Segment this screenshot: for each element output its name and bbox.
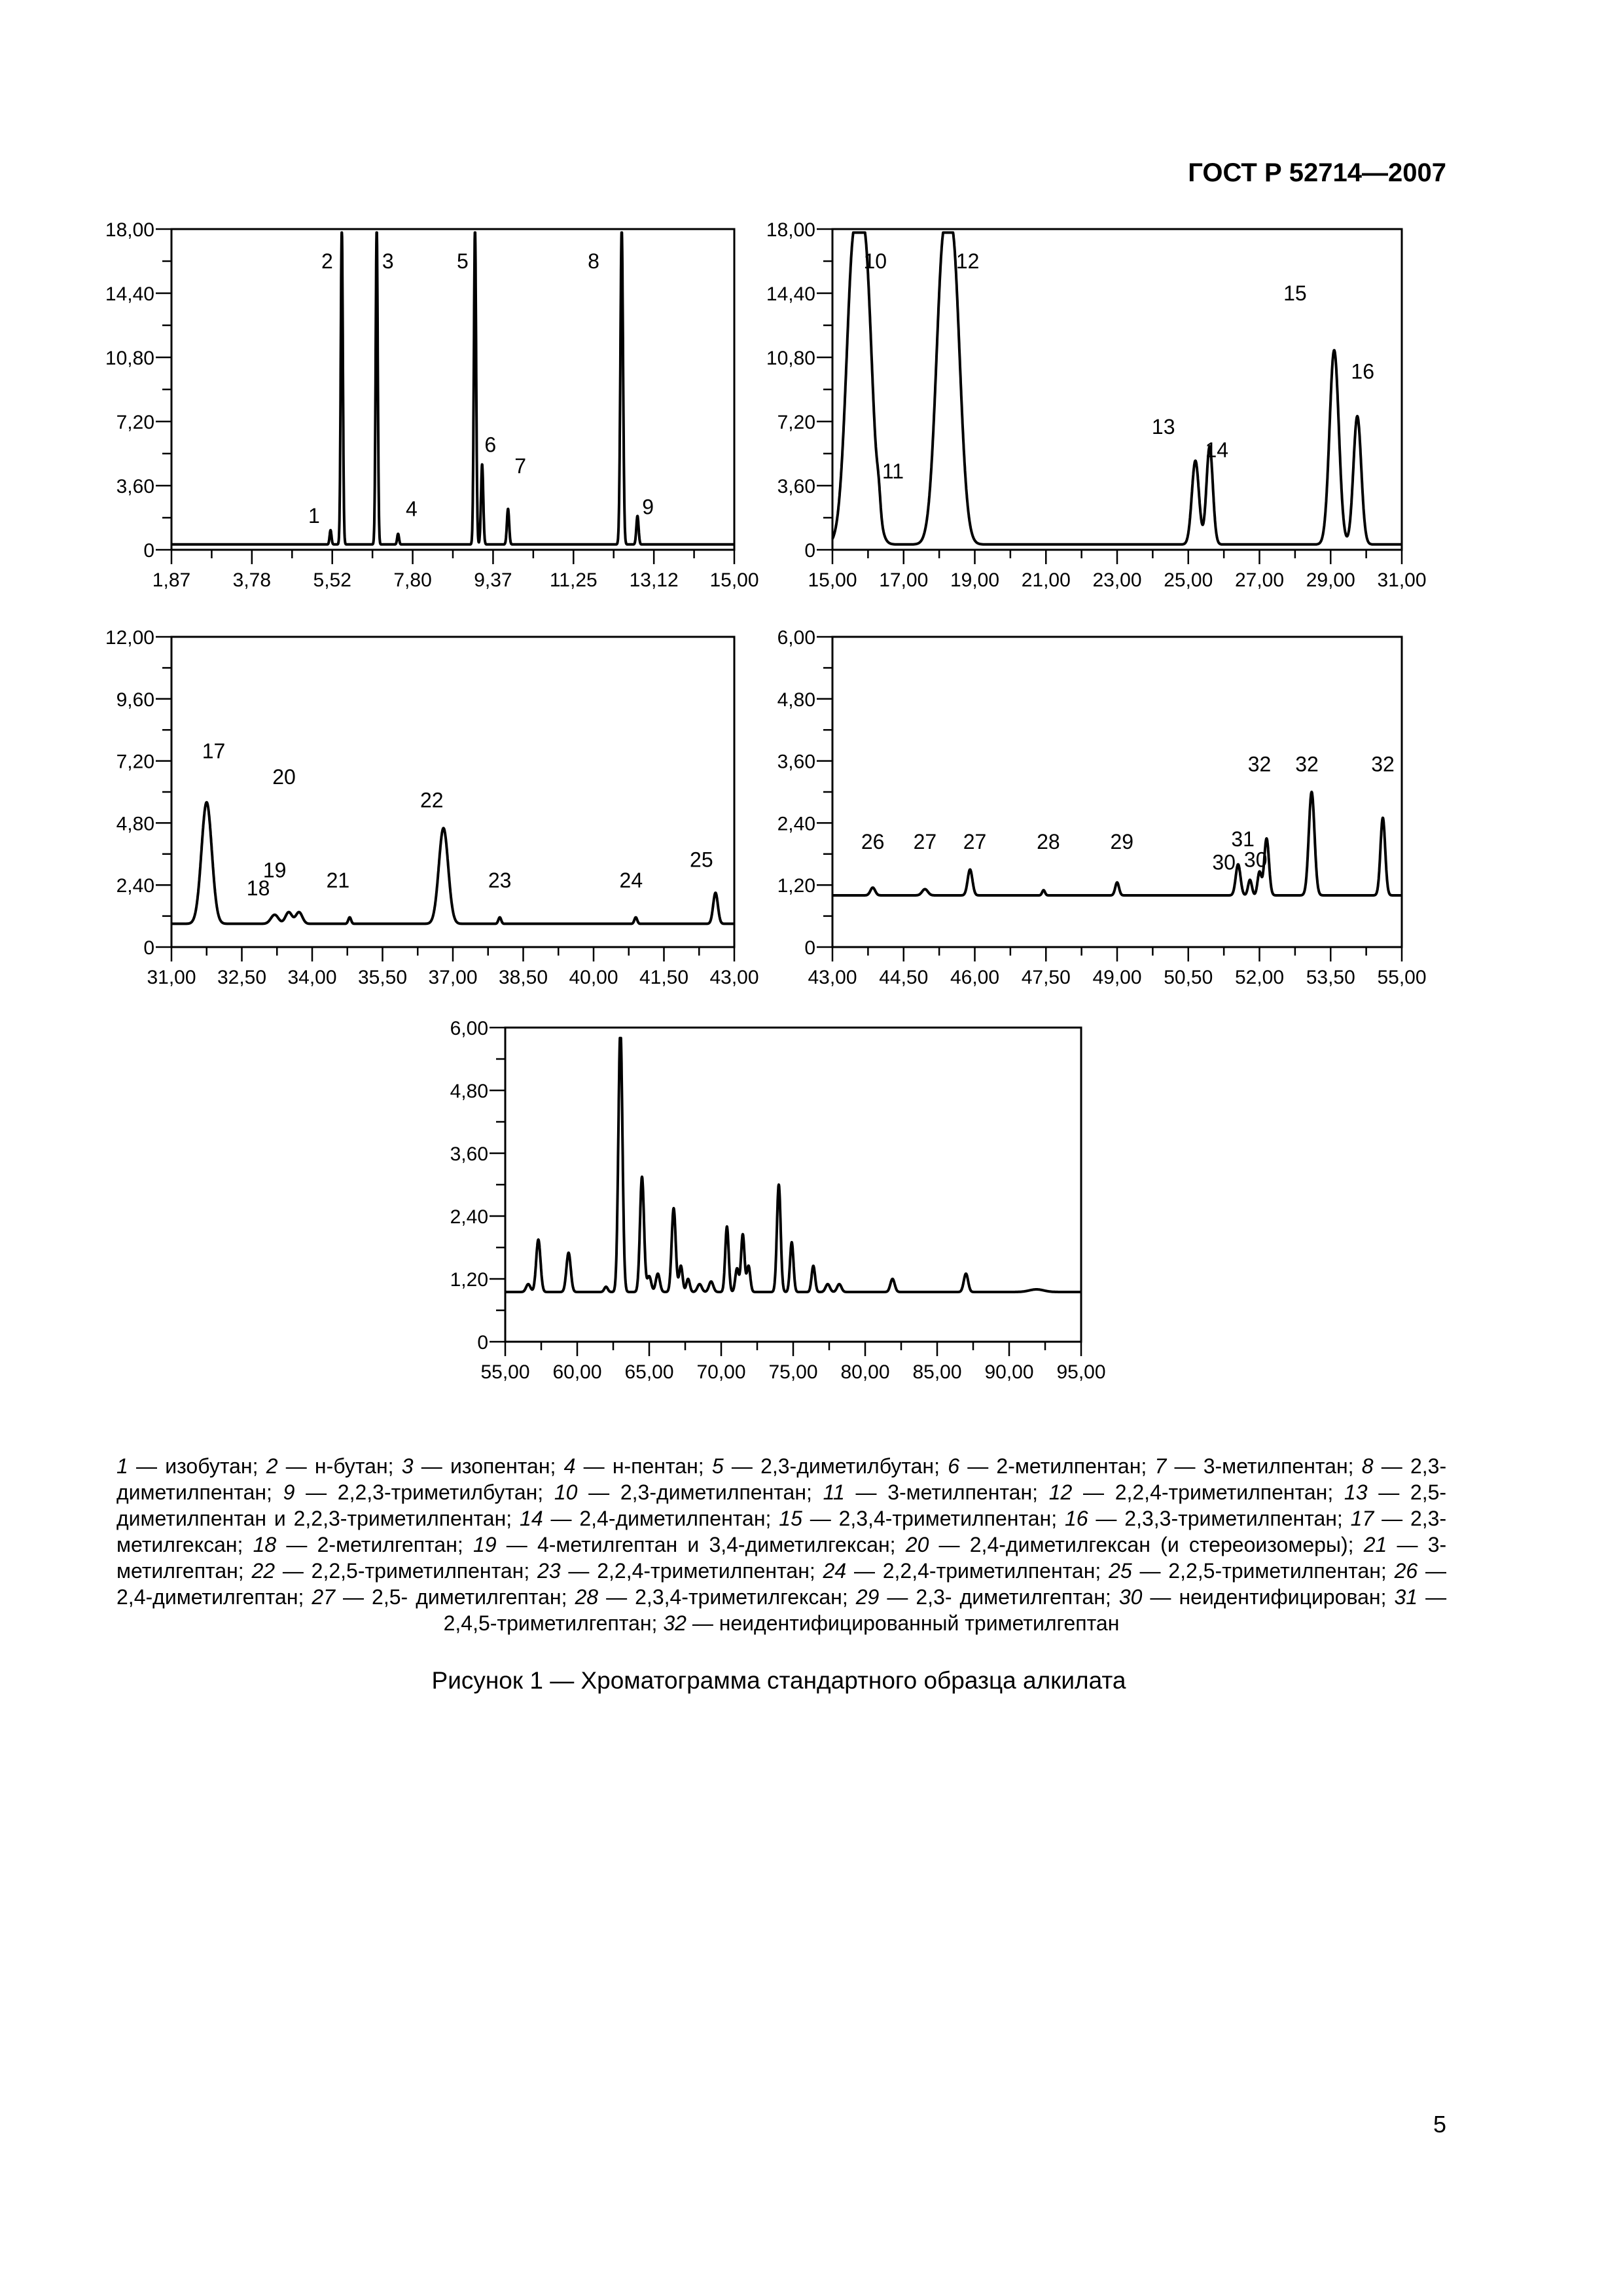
legend-name: 3-метилгептан bbox=[116, 1533, 1447, 1583]
y-tick-label: 4,80 bbox=[450, 1081, 488, 1102]
legend-number: 10 bbox=[554, 1480, 578, 1504]
peak-label: 1 bbox=[308, 504, 320, 528]
legend-number: 9 bbox=[283, 1480, 295, 1504]
peak-label: 32 bbox=[1295, 752, 1319, 776]
x-tick-label: 55,00 bbox=[1377, 967, 1427, 988]
legend-name: 2,3,4-триметилпентан bbox=[838, 1507, 1052, 1530]
legend-item-13: 13 — 2,5-диметилпентан и 2,2,3-триметилпентан bbox=[116, 1480, 1447, 1530]
x-tick-label: 38,50 bbox=[498, 967, 548, 988]
legend-number: 20 bbox=[905, 1533, 929, 1556]
peak-label: 21 bbox=[326, 869, 350, 893]
legend-number: 17 bbox=[1350, 1507, 1374, 1530]
y-tick-label: 9,60 bbox=[116, 689, 154, 711]
peak-label: 10 bbox=[863, 249, 887, 273]
x-tick-label: 43,00 bbox=[808, 967, 857, 988]
legend-name: 2,3-диметилпентан bbox=[116, 1454, 1447, 1504]
x-tick-label: 9,37 bbox=[474, 569, 512, 591]
x-tick-label: 25,00 bbox=[1164, 569, 1213, 591]
legend-item-30: 30 — неидентифицирован bbox=[1118, 1585, 1381, 1609]
y-tick-label: 18,00 bbox=[766, 219, 815, 241]
chromatogram-trace bbox=[505, 1038, 1081, 1292]
x-tick-label: 65,00 bbox=[624, 1361, 674, 1383]
peak-label: 22 bbox=[419, 788, 444, 812]
legend-number: 26 bbox=[1394, 1559, 1418, 1583]
x-tick-label: 75,00 bbox=[768, 1361, 818, 1383]
y-tick-label: 0 bbox=[143, 540, 154, 562]
legend-name: н-бутан bbox=[314, 1454, 388, 1478]
chromatogram-panel-2 bbox=[747, 219, 1446, 602]
x-tick-label: 85,00 bbox=[912, 1361, 962, 1383]
x-tick-label: 43,00 bbox=[709, 967, 759, 988]
document-header: ГОСТ Р 52714—2007 bbox=[1188, 158, 1446, 187]
legend-name: 2,2,5-триметилпентан bbox=[1168, 1559, 1381, 1583]
x-tick-label: 21,00 bbox=[1021, 569, 1071, 591]
plot-frame bbox=[832, 637, 1402, 947]
x-tick-label: 60,00 bbox=[552, 1361, 602, 1383]
legend-number: 22 bbox=[251, 1559, 276, 1583]
x-tick-label: 15,00 bbox=[808, 569, 857, 591]
x-tick-label: 80,00 bbox=[840, 1361, 890, 1383]
chromatogram-panel-1 bbox=[86, 219, 759, 602]
legend-number: 30 bbox=[1118, 1585, 1143, 1609]
peak-label: 30 bbox=[1212, 850, 1236, 874]
legend-item-7: 7 — 3-метилпентан bbox=[1154, 1454, 1348, 1478]
y-tick-label: 3,60 bbox=[450, 1143, 488, 1165]
legend-number: 3 bbox=[401, 1454, 414, 1478]
y-tick-label: 1,20 bbox=[450, 1269, 488, 1291]
legend-name: 2,2,4-триметилпентан bbox=[597, 1559, 810, 1583]
x-tick-label: 50,50 bbox=[1164, 967, 1213, 988]
legend-name: 2,4-диметилгептан bbox=[116, 1585, 298, 1609]
legend-name: 3-метилпентан bbox=[1203, 1454, 1348, 1478]
legend-name: 2,5-диметилпентан и 2,2,3-триметилпентан bbox=[116, 1480, 1447, 1530]
legend-item-16: 16 — 2,3,3-триметилпентан bbox=[1064, 1507, 1337, 1530]
y-tick-label: 2,40 bbox=[777, 813, 815, 835]
x-tick-label: 37,00 bbox=[428, 967, 478, 988]
legend-name: 2,3-диметилбутан bbox=[760, 1454, 935, 1478]
peak-label: 30 bbox=[1243, 848, 1268, 872]
chromatogram-trace bbox=[171, 802, 734, 924]
legend-number: 4 bbox=[563, 1454, 576, 1478]
peak-label: 24 bbox=[619, 869, 643, 893]
x-tick-label: 32,50 bbox=[217, 967, 267, 988]
x-tick-label: 5,52 bbox=[313, 569, 351, 591]
legend-number: 7 bbox=[1154, 1454, 1167, 1478]
legend-name: 2,2,4-триметилпентан bbox=[1115, 1480, 1328, 1504]
legend-number: 6 bbox=[948, 1454, 959, 1478]
legend-item-11: 11 — 3-метилпентан bbox=[823, 1480, 1033, 1504]
legend-name: изопентан bbox=[450, 1454, 550, 1478]
legend-number: 23 bbox=[537, 1559, 561, 1583]
x-tick-label: 53,50 bbox=[1306, 967, 1355, 988]
legend-item-20: 20 — 2,4-диметилгексан (и стереоизомеры) bbox=[905, 1533, 1348, 1556]
peak-label: 19 bbox=[262, 858, 287, 882]
legend-item-17: 17 — 2,3-метилгексан bbox=[116, 1507, 1447, 1556]
legend-item-8: 8 — 2,3-диметилпентан bbox=[116, 1454, 1447, 1504]
peak-label: 4 bbox=[406, 497, 418, 521]
peak-label: 31 bbox=[1231, 827, 1255, 851]
peak-label: 17 bbox=[202, 739, 226, 763]
legend-number: 5 bbox=[711, 1454, 724, 1478]
x-tick-label: 46,00 bbox=[950, 967, 1000, 988]
legend-name: неидентифицирован bbox=[1179, 1585, 1381, 1609]
legend-number: 11 bbox=[823, 1480, 845, 1504]
x-tick-label: 49,00 bbox=[1092, 967, 1142, 988]
chromatogram-trace bbox=[832, 232, 1402, 544]
legend-item-32: 32 — неидентифицированный триметилгептан bbox=[663, 1611, 1120, 1635]
peak-label: 27 bbox=[963, 829, 987, 853]
peak-label: 3 bbox=[382, 249, 394, 273]
y-tick-label: 7,20 bbox=[116, 412, 154, 433]
legend-number: 12 bbox=[1048, 1480, 1073, 1504]
peak-label: 15 bbox=[1283, 281, 1307, 305]
legend-name: 2,3-диметилпентан bbox=[620, 1480, 807, 1504]
legend-item-23: 23 — 2,2,4-триметилпентан bbox=[537, 1559, 810, 1583]
y-tick-label: 7,20 bbox=[777, 412, 815, 433]
legend-name: 2,3- диметилгептан bbox=[916, 1585, 1105, 1609]
legend-number: 21 bbox=[1363, 1533, 1387, 1556]
legend-item-10: 10 — 2,3-диметилпентан bbox=[554, 1480, 807, 1504]
x-tick-label: 7,80 bbox=[393, 569, 432, 591]
legend-number: 27 bbox=[312, 1585, 335, 1609]
legend-number: 19 bbox=[473, 1533, 497, 1556]
legend-name: 4-метилгептан и 3,4-диметилгексан bbox=[537, 1533, 890, 1556]
x-tick-label: 47,50 bbox=[1021, 967, 1071, 988]
legend-item-31: 31 — 2,4,5-триметилгептан bbox=[443, 1585, 1447, 1635]
plot-frame bbox=[832, 229, 1402, 550]
peak-label: 28 bbox=[1037, 829, 1060, 853]
legend-number: 1 bbox=[116, 1454, 128, 1478]
x-tick-label: 19,00 bbox=[950, 569, 1000, 591]
x-tick-label: 23,00 bbox=[1092, 569, 1142, 591]
legend-item-21: 21 — 3-метилгептан bbox=[116, 1533, 1447, 1583]
x-tick-label: 3,78 bbox=[232, 569, 272, 591]
legend-item-9: 9 — 2,2,3-триметилбутан bbox=[283, 1480, 538, 1504]
y-tick-label: 0 bbox=[804, 937, 815, 959]
chromatogram-panel-5 bbox=[420, 1008, 1114, 1401]
figure-caption: Рисунок 1 — Хроматограмма стандартного образца алкилата bbox=[431, 1667, 1126, 1694]
x-tick-label: 34,00 bbox=[287, 967, 337, 988]
plot-frame bbox=[505, 1028, 1081, 1342]
x-tick-label: 29,00 bbox=[1306, 569, 1355, 591]
x-tick-label: 15,00 bbox=[709, 569, 759, 591]
peak-label: 5 bbox=[457, 249, 469, 273]
legend-item-5: 5 — 2,3-диметилбутан bbox=[711, 1454, 935, 1478]
legend-item-24: 24 — 2,2,4-триметилпентан bbox=[823, 1559, 1096, 1583]
legend-number: 13 bbox=[1344, 1480, 1368, 1504]
legend-number: 29 bbox=[855, 1585, 880, 1609]
legend-item-29: 29 — 2,3- диметилгептан bbox=[855, 1585, 1105, 1609]
x-tick-label: 44,50 bbox=[879, 967, 929, 988]
legend-number: 28 bbox=[575, 1585, 599, 1609]
x-tick-label: 55,00 bbox=[480, 1361, 530, 1383]
x-tick-label: 13,12 bbox=[629, 569, 679, 591]
legend-number: 25 bbox=[1109, 1559, 1132, 1583]
legend-number: 15 bbox=[779, 1507, 802, 1530]
legend-name: неидентифицированный триметилгептан bbox=[719, 1611, 1120, 1635]
plot-frame bbox=[171, 637, 734, 947]
peak-label: 7 bbox=[514, 454, 527, 478]
legend-number: 32 bbox=[663, 1611, 687, 1635]
x-tick-label: 52,00 bbox=[1234, 967, 1285, 988]
y-tick-label: 6,00 bbox=[777, 627, 815, 649]
legend-number: 2 bbox=[266, 1454, 278, 1478]
peak-label: 32 bbox=[1371, 752, 1395, 776]
y-tick-label: 14,40 bbox=[105, 283, 154, 305]
legend-name: 2,2,3-триметилбутан bbox=[337, 1480, 538, 1504]
peak-label: 14 bbox=[1205, 438, 1229, 462]
legend-item-14: 14 — 2,4-диметилпентан bbox=[520, 1507, 766, 1530]
x-tick-label: 31,00 bbox=[147, 967, 196, 988]
peak-label: 11 bbox=[882, 459, 904, 484]
page-number: 5 bbox=[1433, 2111, 1446, 2138]
legend-name: 2,3-метилгексан bbox=[116, 1507, 1447, 1556]
legend-item-12: 12 — 2,2,4-триметилпентан bbox=[1048, 1480, 1328, 1504]
chromatogram-panel-4 bbox=[747, 622, 1446, 1001]
legend-name: 2,4-диметилгексан (и стереоизомеры) bbox=[969, 1533, 1348, 1556]
x-tick-label: 11,25 bbox=[549, 569, 597, 591]
x-tick-label: 35,50 bbox=[357, 967, 408, 988]
x-tick-label: 17,00 bbox=[879, 569, 929, 591]
y-tick-label: 18,00 bbox=[105, 219, 154, 241]
y-tick-label: 4,80 bbox=[777, 689, 815, 711]
y-tick-label: 12,00 bbox=[105, 627, 154, 649]
peak-label: 18 bbox=[246, 876, 270, 900]
x-tick-label: 1,87 bbox=[152, 569, 191, 591]
peak-label: 23 bbox=[488, 869, 512, 893]
legend-item-27: 27 — 2,5- диметилгептан bbox=[312, 1585, 562, 1609]
legend-name: 2-метилпентан bbox=[996, 1454, 1141, 1478]
peak-label: 26 bbox=[861, 829, 885, 853]
legend-name: 2,4,5-триметилгептан bbox=[443, 1611, 652, 1635]
legend-name: 2,2,5-триметилпентан bbox=[311, 1559, 524, 1583]
legend-number: 31 bbox=[1394, 1585, 1418, 1609]
legend-name: 2,4-диметилпентан bbox=[579, 1507, 766, 1530]
peak-label: 20 bbox=[272, 765, 296, 789]
y-tick-label: 14,40 bbox=[766, 283, 815, 305]
legend-name: 2,3,3-триметилпентан bbox=[1124, 1507, 1337, 1530]
legend-name: 2,3,4-триметилгексан bbox=[635, 1585, 842, 1609]
legend-item-2: 2 — н-бутан bbox=[266, 1454, 388, 1478]
y-tick-label: 3,60 bbox=[116, 476, 154, 497]
legend-name: 2,5- диметилгептан bbox=[372, 1585, 562, 1609]
y-tick-label: 3,60 bbox=[777, 476, 815, 497]
legend-item-4: 4 — н-пентан bbox=[563, 1454, 698, 1478]
x-tick-label: 27,00 bbox=[1234, 569, 1285, 591]
peak-label: 29 bbox=[1110, 829, 1134, 853]
peak-label: 27 bbox=[913, 829, 937, 853]
y-tick-label: 10,80 bbox=[105, 348, 154, 369]
legend-item-22: 22 — 2,2,5-триметилпентан bbox=[251, 1559, 524, 1583]
y-tick-label: 10,80 bbox=[766, 348, 815, 369]
legend-item-3: 3 — изопентан bbox=[401, 1454, 550, 1478]
x-tick-label: 40,00 bbox=[569, 967, 618, 988]
chromatogram-panel-3 bbox=[86, 622, 759, 1001]
y-tick-label: 3,60 bbox=[777, 751, 815, 773]
x-tick-label: 95,00 bbox=[1056, 1361, 1106, 1383]
x-tick-label: 70,00 bbox=[696, 1361, 746, 1383]
peak-label: 25 bbox=[690, 848, 713, 872]
y-tick-label: 2,40 bbox=[450, 1206, 488, 1228]
legend-number: 8 bbox=[1361, 1454, 1374, 1478]
legend-item-15: 15 — 2,3,4-триметилпентан bbox=[779, 1507, 1052, 1530]
peak-label: 32 bbox=[1247, 752, 1272, 776]
legend-name: 2-метилгептан bbox=[317, 1533, 457, 1556]
legend-item-18: 18 — 2-метилгептан bbox=[253, 1533, 457, 1556]
legend-number: 24 bbox=[823, 1559, 847, 1583]
y-tick-label: 0 bbox=[804, 540, 815, 562]
legend-item-26: 26 — 2,4-диметилгептан bbox=[116, 1559, 1446, 1609]
legend-name: 2,2,4-триметилпентан bbox=[882, 1559, 1096, 1583]
peak-label: 8 bbox=[588, 249, 599, 273]
y-tick-label: 7,20 bbox=[116, 751, 154, 773]
legend-item-25: 25 — 2,2,5-триметилпентан bbox=[1109, 1559, 1381, 1583]
x-tick-label: 41,50 bbox=[639, 967, 689, 988]
peak-legend: 1 — изобутан; 2 — н-бутан; 3 — изопентан; 4 — н-пентан; 5 — 2,3-диметилбутан; 6 — 2-метилпентан; 7 — 3-метилпентан; 8 — 2,3-диметилпентан; 9 — 2,2,3-триметилбутан; 10 — 2,3-диметилпентан; 11 — 3-метилпентан; 12 — 2,2,4-триметилпентан; 13 — 2,5-диметилпентан и 2,2,3-триметилпентан; 14 — 2,4-диметилпентан; 15 — 2,3,4-триметилпентан; 16 — 2,3,3-триметилпентан; 17 — 2,3-метилгексан; 18 — 2-метилгептан; 19 — 4-метилгептан и 3,4-диметилгексан; 20 — 2,4-диметилгексан (и стереоизомеры); 21 — 3-метилгептан; 22 — 2,2,5-триметилпентан; 23 — 2,2,4-триметилпентан; 24 — 2,2,4-триметилпентан; 25 — 2,2,5-триметилпентан; 26 — 2,4-диметилгептан; 27 — 2,5- диметилгептан; 28 — 2,3,4-триметилгексан; 29 — 2,3- диметилгептан; 30 — неидентифицирован; 31 — 2,4,5-триметилгептан; 32 — неидентифицированный триметилгептан bbox=[116, 1454, 1447, 1635]
legend-item-6: 6 — 2-метилпентан bbox=[948, 1454, 1141, 1478]
legend-item-28: 28 — 2,3,4-триметилгексан bbox=[575, 1585, 842, 1609]
peak-label: 2 bbox=[321, 249, 333, 273]
legend-number: 18 bbox=[253, 1533, 277, 1556]
legend-number: 16 bbox=[1064, 1507, 1088, 1530]
peak-label: 13 bbox=[1151, 415, 1175, 439]
y-tick-label: 4,80 bbox=[116, 813, 154, 835]
peak-label: 6 bbox=[484, 433, 497, 457]
peak-label: 9 bbox=[642, 495, 654, 519]
legend-name: 3-метилпентан bbox=[887, 1480, 1033, 1504]
x-tick-label: 31,00 bbox=[1377, 569, 1427, 591]
peak-label: 12 bbox=[955, 249, 980, 273]
legend-item-19: 19 — 4-метилгептан и 3,4-диметилгексан bbox=[473, 1533, 890, 1556]
legend-number: 14 bbox=[520, 1507, 543, 1530]
legend-item-1: 1 — изобутан bbox=[116, 1454, 253, 1478]
y-tick-label: 0 bbox=[477, 1332, 488, 1354]
legend-name: н-пентан bbox=[612, 1454, 698, 1478]
y-tick-label: 0 bbox=[143, 937, 154, 959]
x-tick-label: 90,00 bbox=[984, 1361, 1034, 1383]
y-tick-label: 6,00 bbox=[450, 1018, 488, 1039]
peak-label: 16 bbox=[1351, 359, 1374, 384]
legend-name: изобутан bbox=[165, 1454, 253, 1478]
y-tick-label: 2,40 bbox=[116, 875, 154, 897]
y-tick-label: 1,20 bbox=[777, 875, 815, 897]
